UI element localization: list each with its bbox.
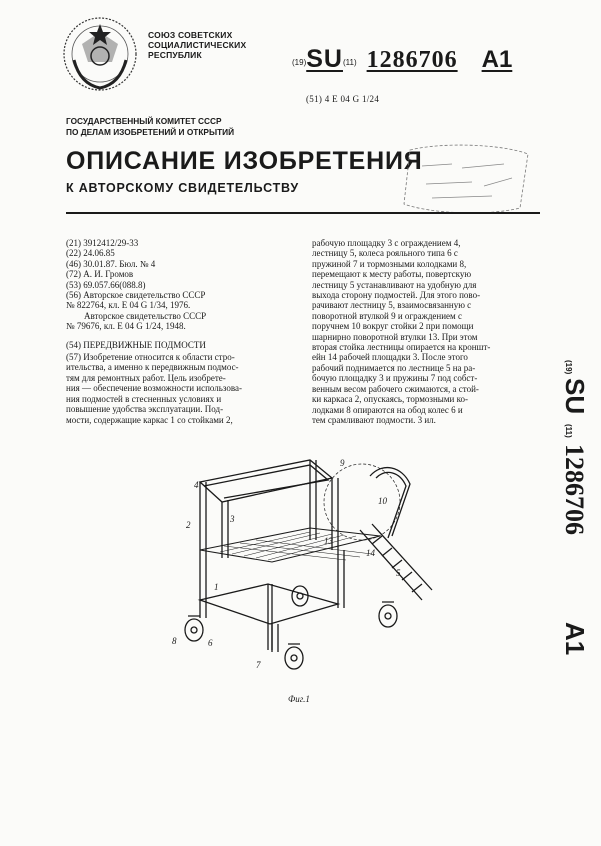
abstract-line: рабочую площадку 3 с ограждением 4, xyxy=(312,238,461,248)
abstract-line: ния подмостей в стесненных условиях и xyxy=(66,393,222,404)
part-label: 7 xyxy=(256,660,261,670)
ussr-emblem xyxy=(60,14,140,94)
part-label: 14 xyxy=(366,548,375,558)
header-divider xyxy=(66,212,540,214)
abstract-line: поручнем 10 вокруг стойки 2 при помощи xyxy=(312,321,474,332)
vertical-inid-11: (11) xyxy=(564,424,573,438)
abstract-column xyxy=(312,238,534,425)
part-label: 8 xyxy=(172,636,177,646)
scaffold-drawing xyxy=(160,440,440,690)
bibliographic-column xyxy=(66,238,294,425)
biblio-line: (46) 30.01.87. Бюл. № 4 xyxy=(66,258,156,269)
document-subtitle: К АВТОРСКОМУ СВИДЕТЕЛЬСТВУ xyxy=(66,181,299,195)
scaffold-frame xyxy=(200,460,380,652)
biblio-line: (72) А. И. Громов xyxy=(66,269,134,280)
publication-number xyxy=(292,45,512,74)
part-label: 10 xyxy=(378,496,387,506)
committee-line: ПО ДЕЛАМ ИЗОБРЕТЕНИЙ И ОТКРЫТИЙ xyxy=(66,127,235,137)
abstract-line: рабочий поднимается по лестнице 5 на ра- xyxy=(312,362,476,373)
abstract-line: ительства, а именно к передвижным подмос- xyxy=(66,362,239,373)
abstract-line: тем срамливают подмости. 3 ил. xyxy=(312,414,436,425)
abstract-line: лестницу 5 устанавливают на удобную для xyxy=(312,279,477,290)
abstract-line: поворотной втулкой 9 и ограждением с xyxy=(312,310,462,321)
abstract-line: мости, содержащие каркас 1 со стойками 2, xyxy=(66,414,233,425)
country-line: РЕСПУБЛИК xyxy=(148,50,202,60)
figure-caption: Фиг.1 xyxy=(288,694,310,704)
biblio-line: № 79676, кл. Е 04 G 1/24, 1948. xyxy=(66,321,186,332)
invention-title: (54) ПЕРЕДВИЖНЫЕ ПОДМОСТИ xyxy=(66,339,206,350)
document-title: ОПИСАНИЕ ИЗОБРЕТЕНИЯ xyxy=(66,147,423,175)
part-label: 5 xyxy=(396,568,401,578)
vertical-country-code: SU xyxy=(560,378,590,415)
part-label: 6 xyxy=(208,638,213,648)
committee-name xyxy=(66,116,234,138)
country-line: СОЦИАЛИСТИЧЕСКИХ xyxy=(148,40,247,50)
part-label: 2 xyxy=(186,520,191,530)
vertical-publication-number xyxy=(524,360,590,680)
ipc-classification: (51) 4 Е 04 G 1/24 xyxy=(306,94,380,104)
abstract-line: повышение удобства эксплуатации. Под- xyxy=(66,404,224,415)
committee-line: ГОСУДАРСТВЕННЫЙ КОМИТЕТ СССР xyxy=(66,116,222,126)
abstract-line: венным весом рабочего сжимаются, а стой- xyxy=(312,383,479,394)
abstract-line: тям для ремонтных работ. Цель изобрете- xyxy=(66,372,226,383)
abstract-line: пружиной 7 и тормозными колодками 8, xyxy=(312,258,467,269)
part-label: 1 xyxy=(214,582,219,592)
scaffold-wheels xyxy=(185,586,397,669)
patent-number: 1286706 xyxy=(366,47,458,73)
part-label: 4 xyxy=(194,480,199,490)
abstract-line: рачивают лестницу 5, взаимосвязанную с xyxy=(312,300,472,311)
kind-code: A1 xyxy=(481,46,513,73)
vertical-patent-number: 1286706 xyxy=(560,444,589,535)
country-code: SU xyxy=(306,45,343,73)
country-name xyxy=(148,30,246,60)
vertical-kind-code: A1 xyxy=(560,622,590,656)
part-label: 13 xyxy=(324,536,333,546)
biblio-line: Авторское свидетельство СССР xyxy=(84,310,207,321)
part-label: 3 xyxy=(230,514,235,524)
abstract-line: ейн 14 рабочей площадки 3. После этого xyxy=(312,352,468,363)
vertical-inid-19: (19) xyxy=(564,360,573,375)
library-stamp xyxy=(392,138,542,218)
inid-19: (19) xyxy=(292,58,307,67)
biblio-line: (22) 24.06.85 xyxy=(66,248,115,259)
abstract-line: шарнирно поворотной втулки 13. При этом xyxy=(312,331,478,342)
abstract-line: выхода сторону подмостей. Для этого пово- xyxy=(312,290,481,301)
part-label: 9 xyxy=(340,458,345,468)
biblio-line: № 822764, кл. Е 04 G 1/34, 1976. xyxy=(66,300,191,311)
abstract-line: лестницу 5, колеса рояльного типа 6 с xyxy=(312,248,458,259)
country-line: СОЮЗ СОВЕТСКИХ xyxy=(148,30,233,40)
abstract-line: (57) Изобретение относится к области стро- xyxy=(66,352,235,363)
abstract-line: вторая стойка лестницы опирается на кроншт- xyxy=(312,342,491,353)
biblio-line: (56) Авторское свидетельство СССР xyxy=(66,290,206,301)
abstract-line: перемещают к месту работы, повертскую xyxy=(312,269,472,280)
abstract-line: бочую площадку 3 и пружины 7 под собст- xyxy=(312,373,478,384)
abstract-line: лодками 8 опираются на обод колес 6 и xyxy=(312,404,463,415)
biblio-line: (53) 69.057.66(088.8) xyxy=(66,279,146,290)
inid-11: (11) xyxy=(342,58,357,67)
abstract-line: ки каркаса 2, опускаясь, тормозными ко- xyxy=(312,394,468,405)
biblio-line: (21) 3912412/29-33 xyxy=(66,238,139,248)
abstract-line: ния — обеспечение возможности использова- xyxy=(66,383,243,394)
